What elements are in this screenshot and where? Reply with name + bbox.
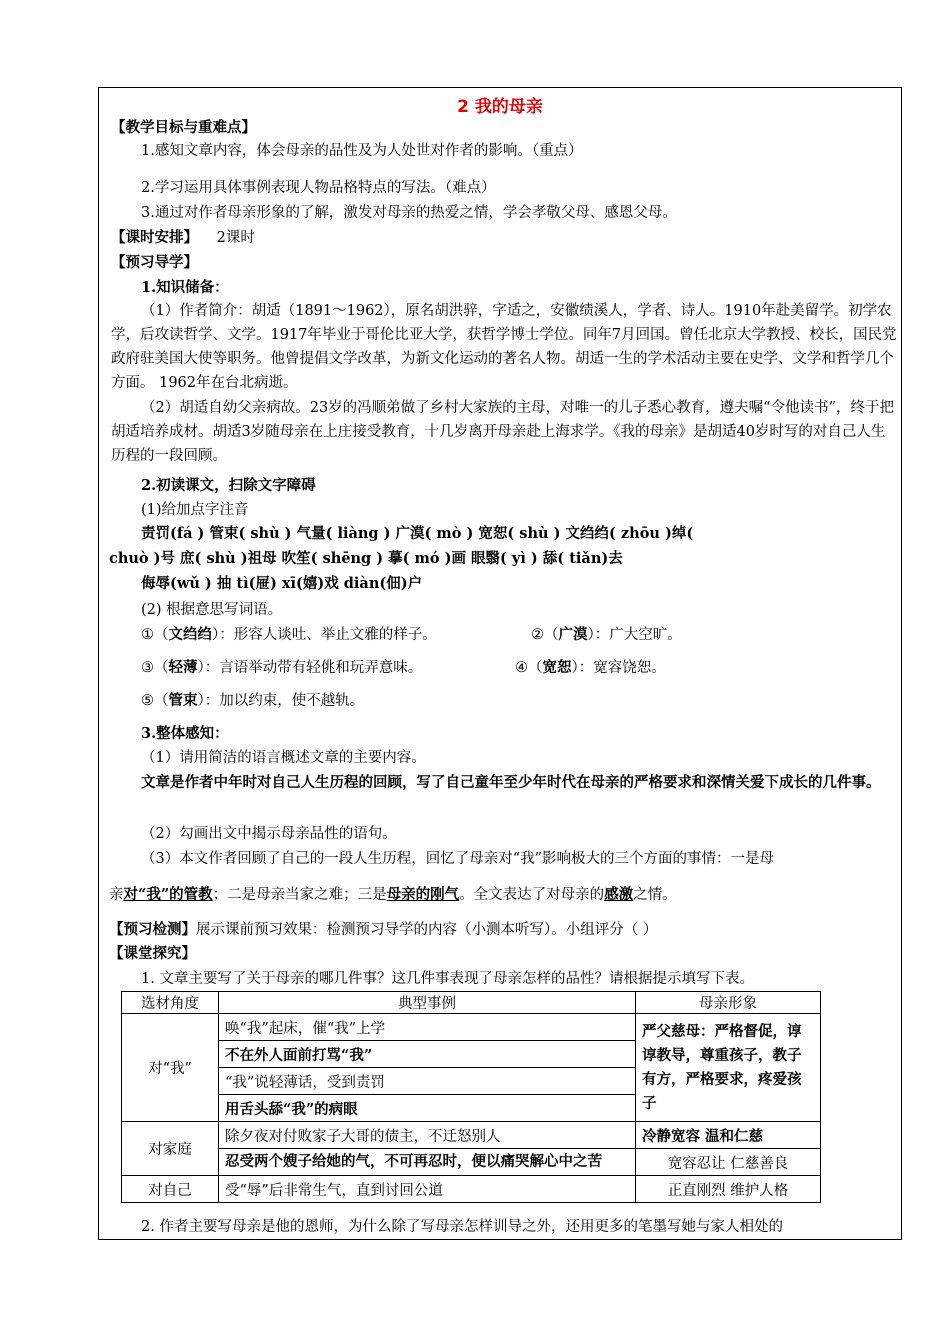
table-cell-event: “我”说轻薄话，受到责罚 xyxy=(219,1068,636,1095)
word-meaning: 形容人谈吐、举止文雅的样子。 xyxy=(233,627,437,643)
overall-answer-3: 亲对“我”的管教；二是母亲当家之难；三是母亲的刚气。全文表达了对母亲的感激之情。 xyxy=(109,886,677,903)
pinyin-line-2: chuò )号 庶( shù )祖母 吹笙( shēng ) 摹( mó )画 眼翳( yì ) 舔( tiǎn)去 xyxy=(109,550,623,567)
table-cell-angle: 对自己 xyxy=(122,1176,219,1203)
check-row xyxy=(109,920,657,940)
overall-question-2: （2）勾画出文中揭示母亲品性的语句。 xyxy=(141,826,397,842)
table-header-row xyxy=(122,992,821,1014)
word-meaning: 言语举动带有轻佻和玩弄意味。 xyxy=(219,660,423,676)
table-cell-event: 不在外人面前打骂“我” xyxy=(219,1041,636,1068)
pinyin-line-3: 侮辱(wǔ ) 抽 tì(屉) xī(嬉)戏 diàn(佃)户 xyxy=(141,575,423,592)
author-intro: （1）作者简介：胡适（1891～1962），原名胡洪骍，字适之，安徽绩溪人，学者、诗人。1910年赴美留学。初学农学，后攻读哲学、文学。1917年毕业于哥伦比亚大学，获哲学博士学位。同年7月回国。曾任北京大学教授、校长，国民党政府驻美国大使等职务。他曾提倡文学改革，为新文化运动的著名人物。胡适一生的学术活动主要在史学、文学和哲学几个方面。 1962年在台北病逝。 xyxy=(111,303,897,391)
explore-question-2: 2. 作者主要写母亲是他的恩师，为什么除了写母亲怎样训导之外，还用更多的笔墨写她与家人相处的 xyxy=(141,1219,783,1235)
table-cell-event: 除夕夜对付败家子大哥的债主，不迁怒别人 xyxy=(219,1122,636,1149)
objective-3: 3.通过对作者母亲形象的了解，激发对母亲的热爱之情，学会孝敬父母、感恩父母。 xyxy=(141,205,677,221)
answer-blank-1: 对“我”的管教 xyxy=(123,886,213,903)
word-term: 广漠 xyxy=(558,626,588,643)
overall-question-1: （1）请用简洁的语言概述文章的主要内容。 xyxy=(141,750,426,766)
word-meaning: 加以约束，使不越轨。 xyxy=(219,693,365,709)
answer-blank-2: 母亲的刚气 xyxy=(386,886,460,903)
table-header: 选材角度 xyxy=(122,992,219,1014)
table-cell-event: 用舌头舔“我”的病眼 xyxy=(219,1095,636,1122)
schedule-row xyxy=(111,228,255,248)
table-cell-event: 唤“我”起床，催“我”上学 xyxy=(219,1014,636,1041)
check-text: 展示课前预习效果：检测预习导学的内容（小测本听写）。小组评分（ ） xyxy=(196,922,658,938)
author-background: （2）胡适自幼父亲病故。23岁的冯顺弟做了乡村大家族的主母，对唯一的儿子悉心教育，遵夫嘱“令他读书”，终于把胡适培养成材。胡适3岁随母亲在上庄接受教育，十几岁离开母亲赴上海求学。《我的母亲》是胡适40岁时写的对自己人生历程的一段回顾。 xyxy=(111,400,894,464)
explore-heading: 【课堂探究】 xyxy=(109,945,196,962)
table-cell-angle: 对家庭 xyxy=(122,1122,219,1176)
schedule-value: 2课时 xyxy=(216,230,255,246)
table-cell-image: 冷静宽容 温和仁慈 xyxy=(636,1122,821,1149)
knowledge-heading: 1.知识储备： xyxy=(141,279,229,296)
objective-2: 2.学习运用具体事例表现人物品格特点的写法。（难点） xyxy=(141,180,496,196)
word-item-5: ⑤（管束）：加以约束，使不越轨。 xyxy=(141,692,365,709)
overall-question-3: （3）本文作者回顾了自己的一段人生历程，回忆了母亲对“我”影响极大的三个方面的事情：一是母 xyxy=(141,851,775,867)
explore-question-1: 1. 文章主要写了关于母亲的哪几件事？这几件事表现了母亲怎样的品性？请根据提示填写下表。 xyxy=(141,971,754,987)
mother-image-table xyxy=(121,991,821,1203)
word-term: 文绉绉 xyxy=(168,626,212,643)
table-header: 典型事例 xyxy=(219,992,636,1014)
word-item-4: ④（宽恕）：宽容饶恕。 xyxy=(515,659,666,676)
table-cell-angle: 对“我” xyxy=(122,1014,219,1122)
word-term: 轻薄 xyxy=(168,659,198,676)
objectives-heading: 【教学目标与重难点】 xyxy=(111,119,256,136)
table-row xyxy=(122,1014,821,1041)
objective-1: 1.感知文章内容，体会母亲的品性及为人处世对作者的影响。（重点） xyxy=(141,143,583,159)
word-meaning: 广大空旷。 xyxy=(609,627,682,643)
word-term: 宽恕 xyxy=(542,659,572,676)
table-cell-event: 受“辱”后非常生气，直到讨回公道 xyxy=(219,1176,636,1203)
pinyin-heading: (1)给加点字注音 xyxy=(141,502,249,518)
reading-heading: 2.初读课文，扫除文字障碍 xyxy=(141,477,316,494)
word-item-1: ①（文绉绉）：形容人谈吐、举止文雅的样子。 xyxy=(141,626,437,643)
overall-answer-1: 文章是作者中年时对自己人生历程的回顾，写了自己童年至少年时代在母亲的严格要求和深情关爱下成长的几件事。 xyxy=(141,774,881,791)
page-title: 2 我的母亲 xyxy=(457,97,543,117)
table-cell-image: 宽容忍让 仁慈善良 xyxy=(636,1149,821,1176)
table-row xyxy=(122,1122,821,1149)
overall-heading: 3.整体感知： xyxy=(141,725,229,742)
table-header: 母亲形象 xyxy=(636,992,821,1014)
word-item-3: ③（轻薄）：言语举动带有轻佻和玩弄意味。 xyxy=(141,659,423,676)
pinyin-line-1: 责罚(fá ) 管束( shù ) 气量( liàng ) 广漠( mò ) 宽恕( shù ) 文绉绉( zhōu )绰( xyxy=(141,525,694,542)
preview-heading: 【预习导学】 xyxy=(111,254,198,271)
schedule-heading: 【课时安排】 xyxy=(111,229,198,246)
table-cell-event: 忍受两个嫂子给她的气，不可再忍时，便以痛哭解心中之苦 xyxy=(219,1149,636,1176)
answer-blank-3: 感激 xyxy=(604,886,634,903)
table-row xyxy=(122,1149,821,1176)
word-term: 管束 xyxy=(168,692,198,709)
word-meaning: 宽容饶恕。 xyxy=(593,660,666,676)
table-cell-image: 正直刚烈 维护人格 xyxy=(636,1176,821,1203)
table-row xyxy=(122,1176,821,1203)
word-item-2: ②（广漠）：广大空旷。 xyxy=(531,626,682,643)
words-heading: (2) 根据意思写词语。 xyxy=(141,602,283,618)
worksheet-frame xyxy=(98,87,902,1240)
table-cell-image: 严父慈母：严格督促，谆谆教导，尊重孩子，教子有方，严格要求，疼爱孩子 xyxy=(636,1014,821,1122)
check-heading: 【预习检测】 xyxy=(109,921,196,938)
